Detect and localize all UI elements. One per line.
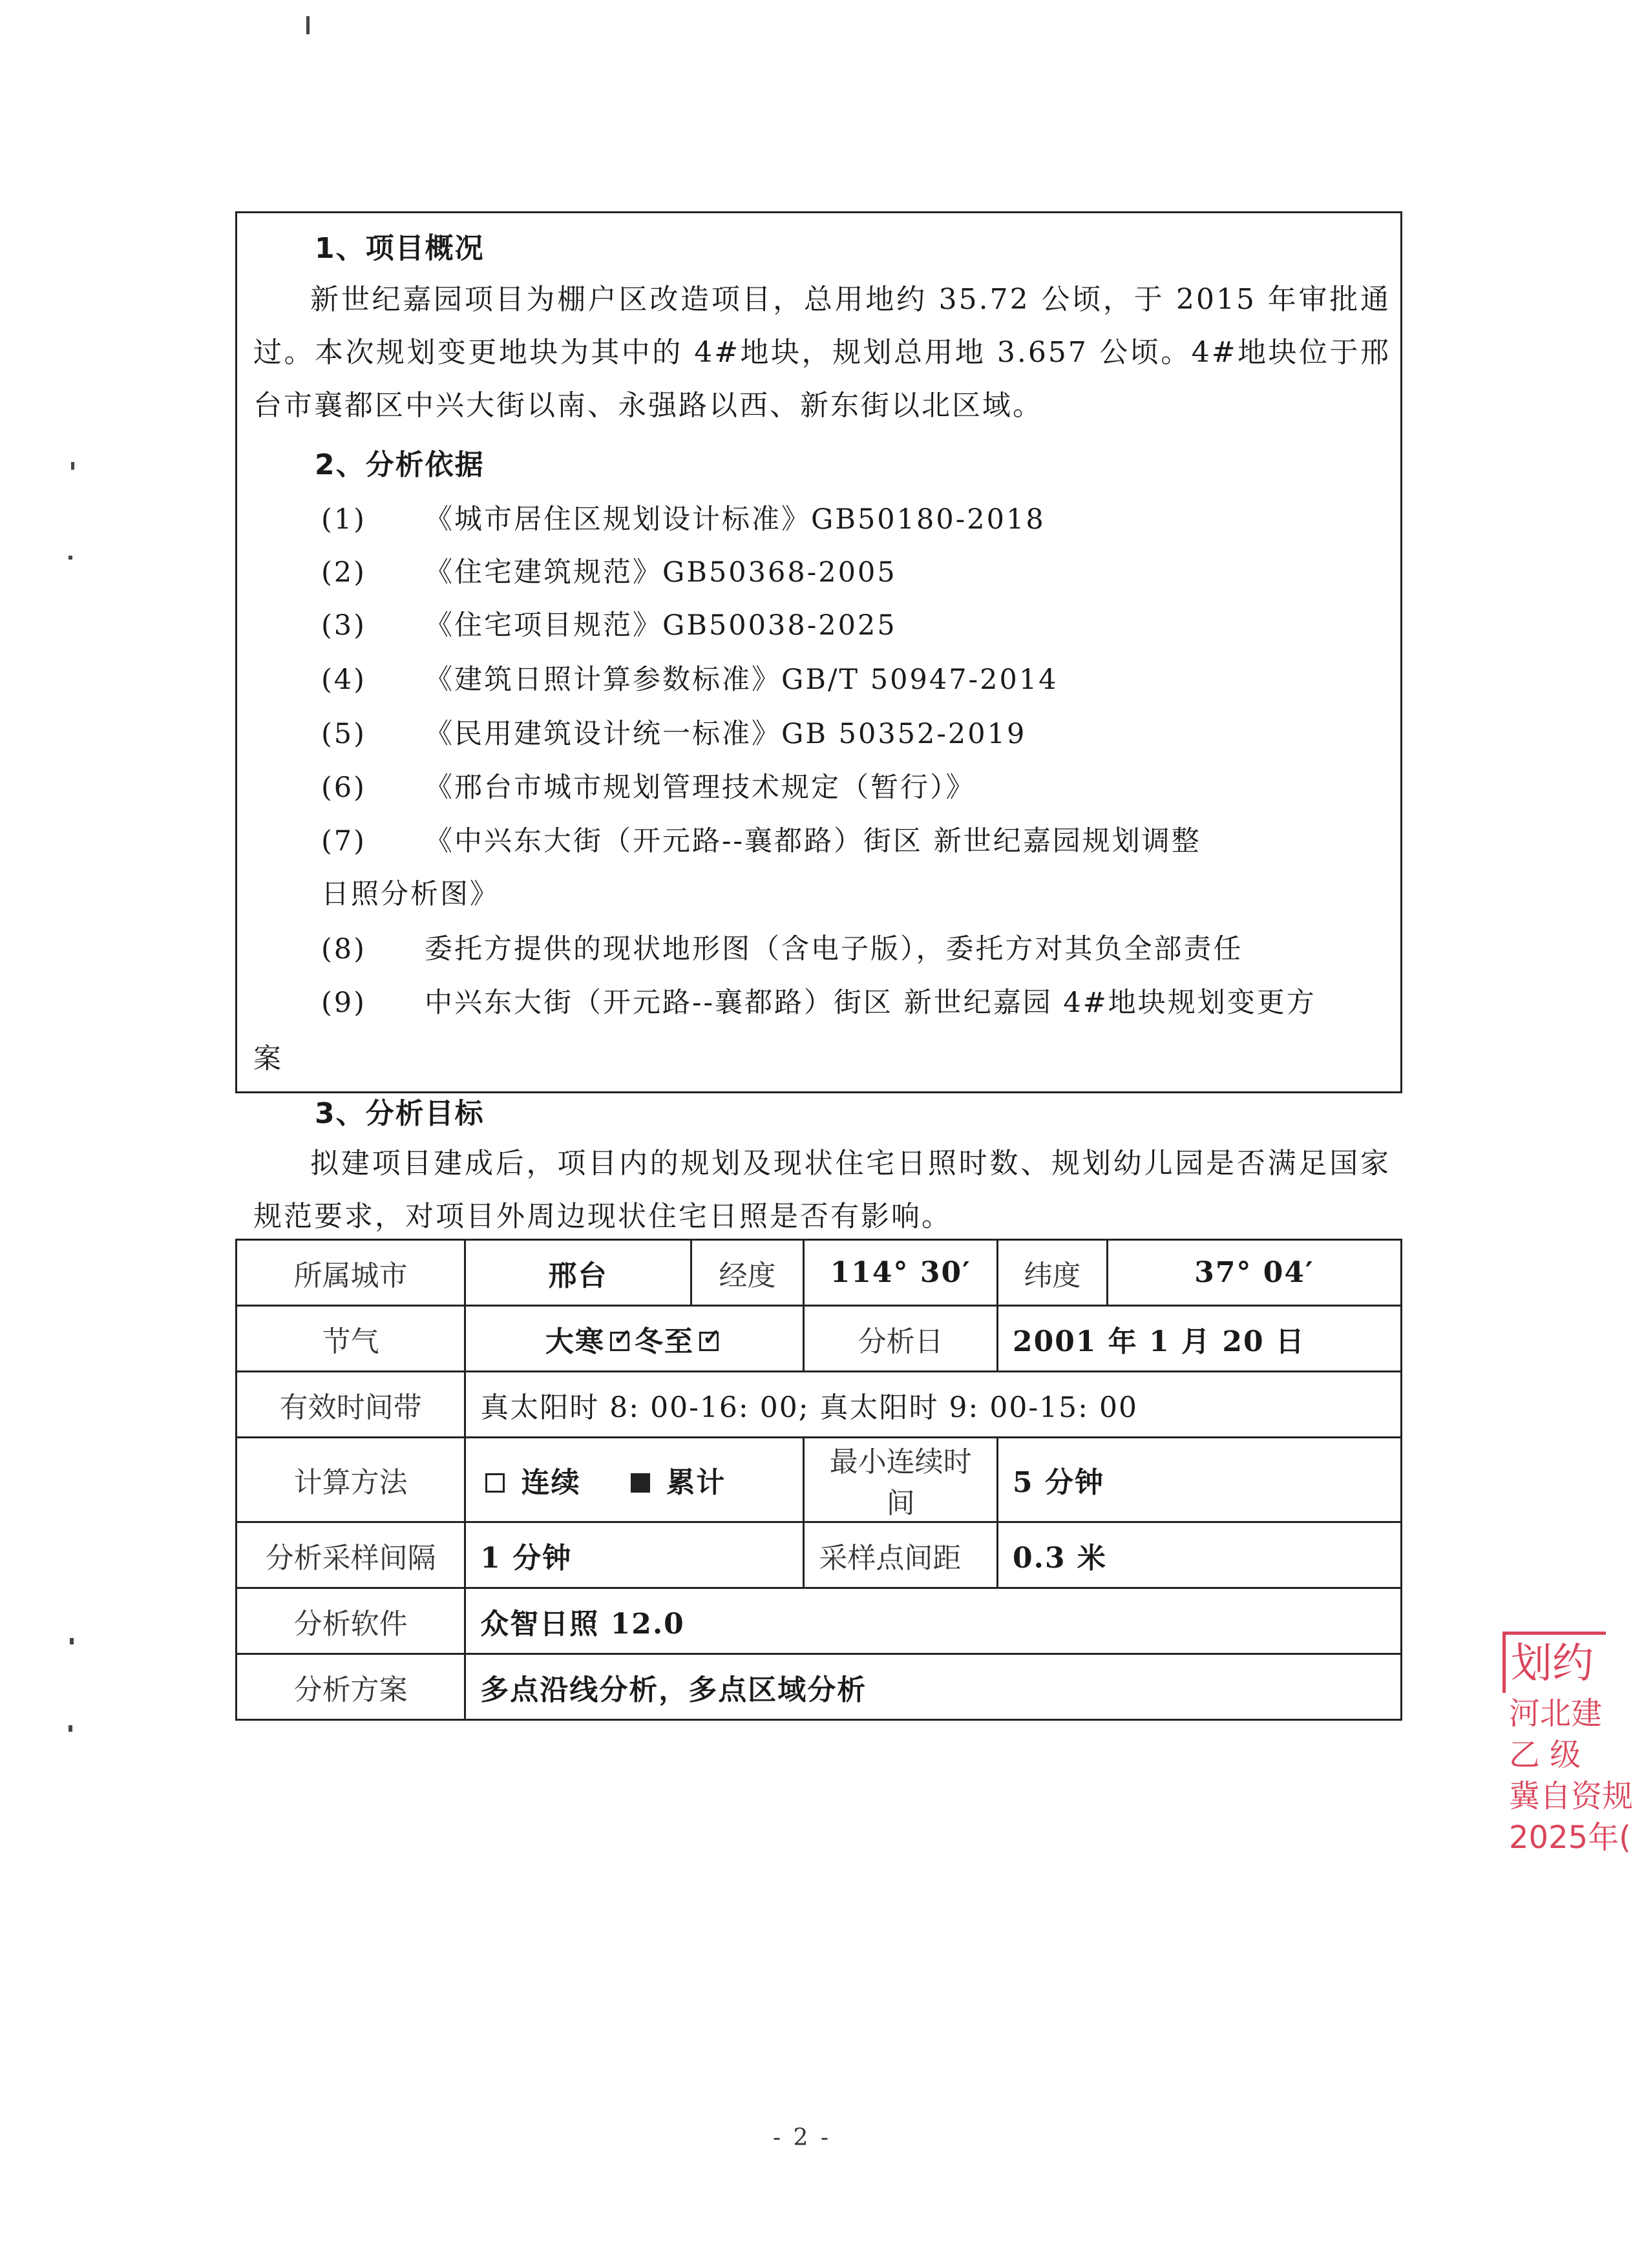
scheme-label: 分析方案 xyxy=(237,1654,465,1720)
official-seal: 划约 河北建 乙 级 冀自资规 2025年( xyxy=(1502,1632,1606,1845)
method-label: 计算方法 xyxy=(237,1438,465,1522)
latitude-value: 37° 04′ xyxy=(1107,1240,1401,1306)
reference-item: (9) 中兴东大街（开元路--襄都路）街区 新世纪嘉园 4#地块规划变更方 xyxy=(321,987,1316,1019)
longitude-value: 114° 30′ xyxy=(804,1240,998,1306)
checked-box-icon xyxy=(699,1332,719,1351)
parameters-table xyxy=(235,1239,1402,1721)
solar-term-label: 节气 xyxy=(237,1306,465,1372)
software-label: 分析软件 xyxy=(237,1588,465,1654)
table-row xyxy=(237,1372,1402,1438)
heading-basis: 2、分析依据 xyxy=(315,448,485,481)
scan-mark xyxy=(306,16,310,34)
reference-continuation: 案 xyxy=(253,1043,283,1075)
empty-box-icon xyxy=(485,1473,505,1493)
reference-item: (7) 《中兴东大街（开元路--襄都路）街区 新世纪嘉园规划调整 xyxy=(321,825,1201,857)
reference-item: (2) 《住宅建筑规范》GB50368-2005 xyxy=(321,556,897,589)
time-band-label: 有效时间带 xyxy=(237,1372,465,1438)
reference-item: (1) 《城市居住区规划设计标准》GB50180-2018 xyxy=(321,503,1046,536)
heading-objective: 3、分析目标 xyxy=(315,1097,485,1130)
method-value: 连续 累计 xyxy=(465,1438,804,1522)
reference-item: (8) 委托方提供的现状地形图（含电子版），委托方对其负全部责任 xyxy=(321,933,1243,965)
latitude-label: 纬度 xyxy=(998,1240,1108,1306)
solar-term-value: 大寒✓ 冬至✓ xyxy=(465,1306,804,1372)
content-frame xyxy=(235,211,1402,1706)
reference-item: (3) 《住宅项目规范》GB50038-2025 xyxy=(321,609,897,642)
table-row xyxy=(237,1438,1402,1522)
reference-item: (4) 《建筑日照计算参数标准》GB/T 50947-2014 xyxy=(321,664,1059,696)
table-row xyxy=(237,1654,1402,1720)
scheme-value: 多点沿线分析，多点区域分析 xyxy=(465,1654,1402,1720)
scan-mark xyxy=(68,1725,72,1732)
filled-box-icon xyxy=(631,1473,650,1493)
heading-overview: 1、项目概况 xyxy=(315,232,485,265)
min-duration-value: 5 分钟 xyxy=(998,1438,1402,1522)
longitude-label: 经度 xyxy=(691,1240,804,1306)
objective-paragraph: 拟建项目建成后，项目内的规划及现状住宅日照时数、规划幼儿园是否满足国家规范要求，对项目外周边现状住宅日照是否有影响。 xyxy=(253,1147,1391,1233)
page-number: - 2 - xyxy=(772,2125,832,2151)
sampling-interval-value: 1 分钟 xyxy=(465,1522,804,1588)
reference-continuation: 日照分析图》 xyxy=(321,878,500,910)
reference-item: (6) 《邢台市城市规划管理技术规定（暂行）》 xyxy=(321,772,976,804)
table-row xyxy=(237,1240,1402,1306)
table-row xyxy=(237,1522,1402,1588)
scan-mark xyxy=(71,462,74,470)
analysis-date-value: 2001 年 1 月 20 日 xyxy=(998,1306,1402,1372)
overview-paragraph: 新世纪嘉园项目为棚户区改造项目，总用地约 35.72 公顷，于 2015 年审批通过。本次规划变更地块为其中的 4#地块，规划总用地 3.657 公顷。4#地块位于邢台市襄都区中兴大街以南、永强路以西、新东街以北区域。 xyxy=(253,283,1391,422)
table-row xyxy=(237,1588,1402,1654)
city-value: 邢台 xyxy=(465,1240,691,1306)
sampling-spacing-label: 采样点间距 xyxy=(804,1522,998,1588)
table-row xyxy=(237,1306,1402,1372)
reference-item: (5) 《民用建筑设计统一标准》GB 50352-2019 xyxy=(321,718,1027,750)
sampling-interval-label: 分析采样间隔 xyxy=(237,1522,465,1588)
software-value: 众智日照 12.0 xyxy=(465,1588,1402,1654)
scan-mark xyxy=(70,1638,74,1644)
sampling-spacing-value: 0.3 米 xyxy=(998,1522,1402,1588)
scan-mark xyxy=(68,556,72,560)
time-band-value: 真太阳时 8: 00-16: 00; 真太阳时 9: 00-15: 00 xyxy=(465,1372,1402,1438)
checked-box-icon xyxy=(610,1332,629,1351)
city-label: 所属城市 xyxy=(237,1240,465,1306)
min-duration-label: 最小连续时间 xyxy=(804,1438,998,1522)
analysis-date-label: 分析日 xyxy=(804,1306,998,1372)
